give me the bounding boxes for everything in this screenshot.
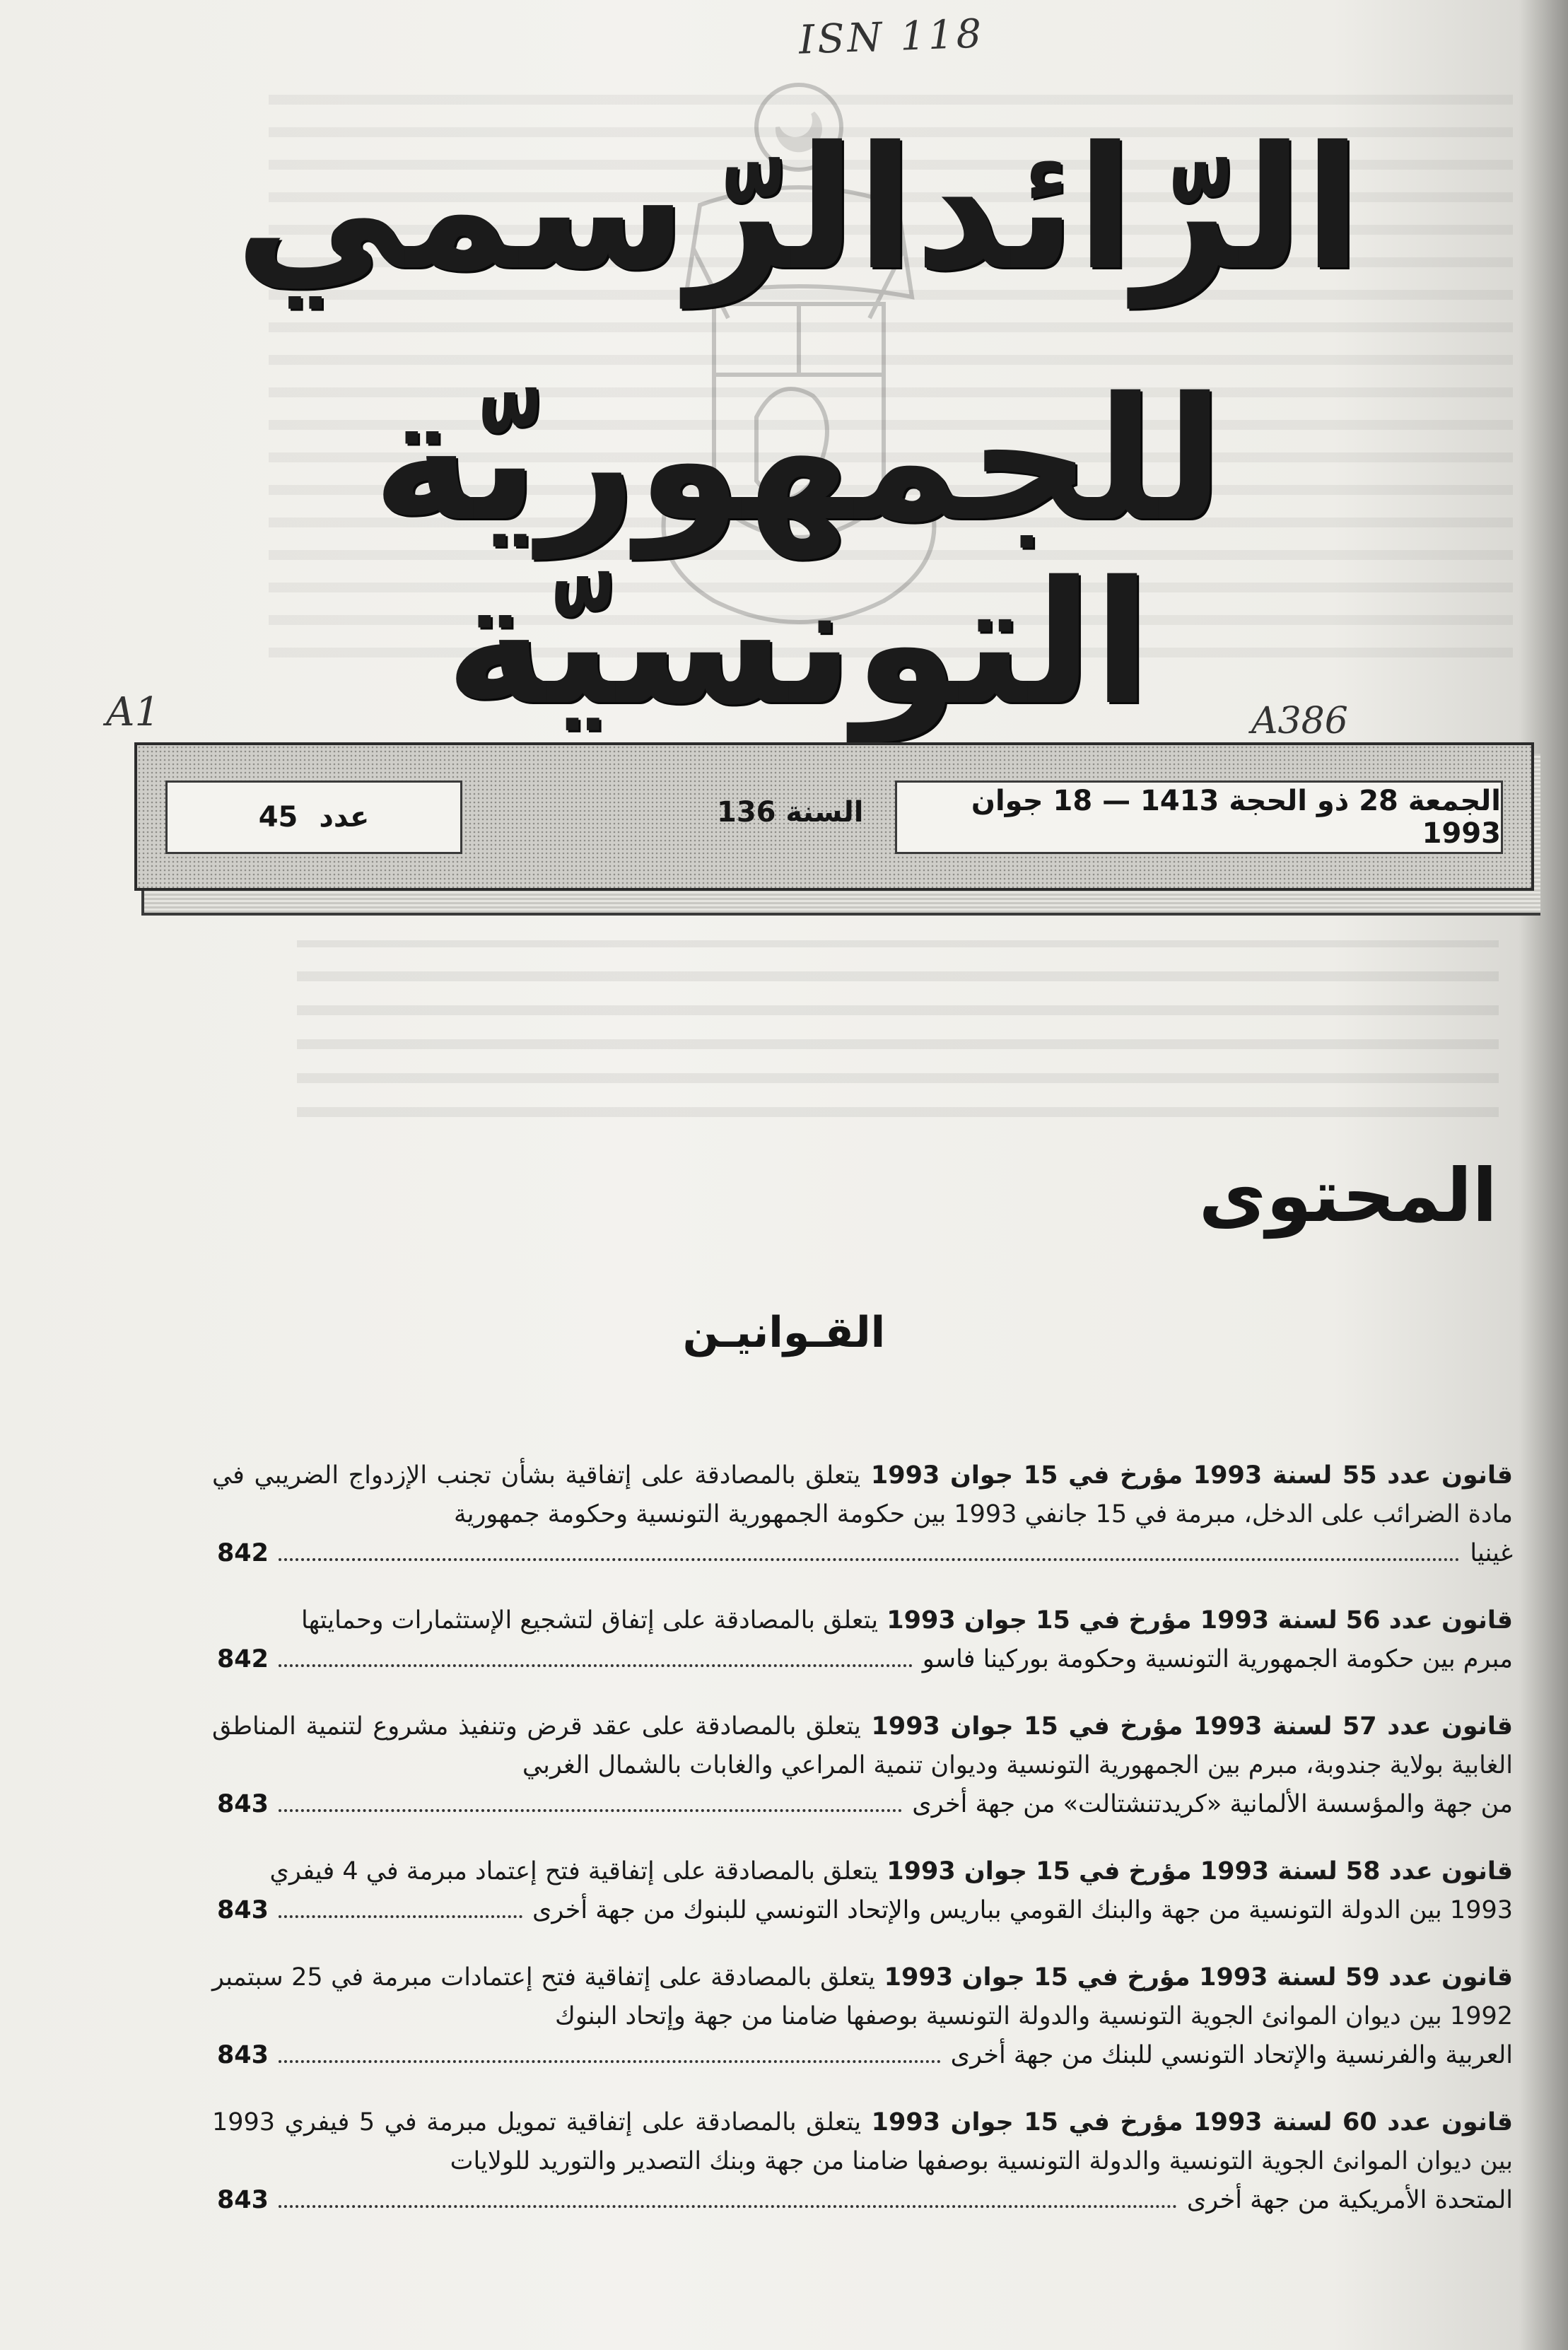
toc-item-lead: قانون عدد 59 لسنة 1993 مؤرخ في 15 جوان 1993 (884, 1963, 1513, 1992)
toc-item-text (212, 1601, 1513, 1640)
leader-dots (279, 2205, 1177, 2208)
toc-item-body: يتعلق بالمصادقة على إتفاقية فتح إعتماد مبرمة في 4 فيفري (269, 1857, 879, 1886)
toc-item-text (212, 1456, 1513, 1534)
issue-number-box (165, 781, 462, 854)
date-box (895, 781, 1503, 854)
toc-item-page: 842 (216, 1645, 269, 1673)
section-title-laws: القـوانيـن (682, 1308, 886, 1357)
toc-item-last-text: غينيا (1470, 1539, 1513, 1567)
toc-item (212, 1958, 1513, 2075)
toc-item-text (212, 1958, 1513, 2036)
issue-label: عدد (319, 801, 370, 834)
handwritten-note-top: ISN 118 (797, 11, 985, 64)
year-text: السنة 136 (717, 796, 864, 829)
toc-item-lead: قانون عدد 58 لسنة 1993 مؤرخ في 15 جوان 1993 (887, 1857, 1513, 1886)
band-dotted-panel (134, 742, 1534, 891)
toc-item-body: يتعلق بالمصادقة على إتفاقية تمويل مبرمة في 5 فيفري 1993 بين ديوان الموانئ الجوية التونسية والدولة التونسية بوصفها ضامنا من جهة وبنك التصدير والتوريد للولايات (212, 2108, 1513, 2175)
table-of-contents (212, 1456, 1513, 2248)
handwritten-note-left: A1 (106, 689, 160, 735)
date-text: الجمعة 28 ذو الحجة 1413 — 18 جوان 1993 (971, 785, 1501, 850)
toc-item-text (212, 1707, 1513, 1785)
toc-item-last-line (212, 1785, 1513, 1824)
toc-item-body: يتعلق بالمصادقة على إتفاقية بشأن تجنب الإزدواج الضريبي في مادة الضرائب على الدخل، مبرمة في 15 جانفي 1993 بين حكومة الجمهورية التونسية وحكومة جمهورية (212, 1461, 1513, 1528)
toc-item-lead: قانون عدد 57 لسنة 1993 مؤرخ في 15 جوان 1993 (871, 1712, 1513, 1741)
toc-item (212, 1707, 1513, 1824)
handwritten-note-right: A386 (1251, 700, 1348, 742)
toc-item-last-text: من جهة والمؤسسة الألمانية «كريدتنشتالت» من جهة أخرى (912, 1790, 1513, 1818)
toc-item (212, 2103, 1513, 2220)
leader-dots (279, 1664, 913, 1667)
toc-item-page: 843 (216, 1790, 269, 1818)
toc-item-lead: قانون عدد 56 لسنة 1993 مؤرخ في 15 جوان 1993 (887, 1606, 1513, 1635)
leader-dots (279, 2060, 941, 2063)
toc-item-last-line (212, 2036, 1513, 2075)
toc-item-last-text: مبرم بين حكومة الجمهورية التونسية وحكومة بوركينا فاسو (922, 1645, 1513, 1673)
toc-item-lead: قانون عدد 60 لسنة 1993 مؤرخ في 15 جوان 1993 (871, 2108, 1514, 2136)
toc-item (212, 1456, 1513, 1573)
toc-item-last-text: 1993 بين الدولة التونسية من جهة والبنك القومي بباريس والإتحاد التونسي للبنوك من جهة أخرى (532, 1896, 1513, 1924)
masthead-line-1: الرّائدالرّسمي (234, 110, 1362, 308)
toc-item (212, 1601, 1513, 1679)
toc-item-text (212, 1852, 1513, 1891)
toc-item-page: 842 (216, 1539, 269, 1567)
toc-item-last-line (212, 1640, 1513, 1679)
toc-item-last-line (212, 1891, 1513, 1930)
toc-item-page: 843 (216, 2041, 269, 2069)
toc-item-lead: قانون عدد 55 لسنة 1993 مؤرخ في 15 جوان 1993 (870, 1461, 1514, 1490)
toc-item-body: يتعلق بالمصادقة على إتفاق لتشجيع الإستثمارات وحمايتها (300, 1606, 879, 1635)
toc-item-body: يتعلق بالمصادقة على عقد قرض وتنفيذ مشروع لتنمية المناطق الغابية بولاية جندوبة، مبرم بين الجمهورية التونسية وديوان تنمية المراعي والغابات بالشمال الغربي (212, 1712, 1513, 1779)
toc-item-page: 843 (216, 2186, 269, 2214)
toc-item-text (212, 2103, 1513, 2181)
issue-header-band (134, 742, 1541, 912)
bleed-through-lines (297, 940, 1499, 1117)
toc-item-last-line (212, 1534, 1513, 1573)
masthead-line-2: للجمهوريّة التونسيّة (372, 361, 1224, 742)
toc-item-body: يتعلق بالمصادقة على إتفاقية فتح إعتمادات مبرمة في 25 سبتمبر 1992 بين ديوان الموانئ الجوية التونسية والدولة التونسية بوصفها ضامنا من جهة وإتحاد البنوك (212, 1963, 1513, 2030)
page-edge-shadow (1519, 0, 1568, 2350)
leader-dots (279, 1809, 902, 1812)
leader-dots (279, 1558, 1460, 1561)
issue-number: 45 (258, 801, 298, 834)
toc-item-last-text: العربية والفرنسية والإتحاد التونسي للبنك من جهة أخرى (950, 2041, 1513, 2069)
toc-item-page: 843 (216, 1896, 269, 1924)
contents-title: المحتوى (1198, 1152, 1497, 1239)
toc-item-last-line (212, 2181, 1513, 2220)
leader-dots (279, 1915, 522, 1918)
toc-item (212, 1852, 1513, 1930)
toc-item-last-text: المتحدة الأمريكية من جهة أخرى (1186, 2186, 1513, 2214)
